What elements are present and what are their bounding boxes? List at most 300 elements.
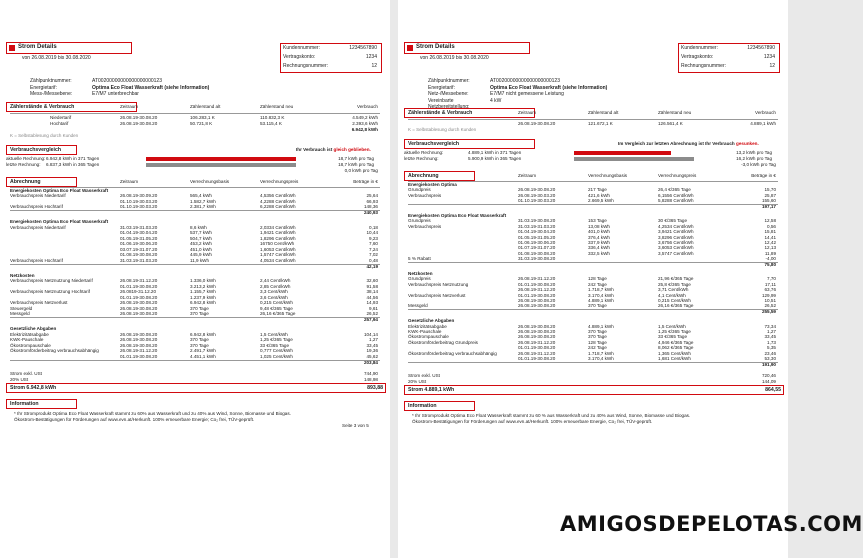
- billing-group-title: Energiekosten Optima Eco Float Wasserkraft: [10, 187, 109, 193]
- compare-headline-text: [618, 141, 759, 146]
- billing-cell: 10,51: [764, 298, 776, 303]
- billing-cell: 31.03.19-30.08.20: [518, 218, 556, 224]
- billing-group-title: Netzkosten: [408, 271, 433, 276]
- billing-cell: 01.10.19-30.03.20: [518, 198, 556, 204]
- billing-cell: 5,8288 Cent/kWh: [658, 198, 694, 204]
- billing-cell: 0,18: [369, 224, 378, 230]
- billing-cell: 26.08.19-31.12.20: [120, 278, 158, 283]
- billing-cell: 4,0534 Cent/kWh: [260, 257, 296, 263]
- section-billing: Abrechnung: [404, 171, 475, 181]
- summary-label: Strom exkl. USt: [10, 370, 42, 376]
- billing-cell: 01.05.19-31.05.20: [120, 235, 158, 241]
- billing-cell: 370 Tage: [190, 311, 209, 316]
- billing-cell: Verbrauchspreis Netznutzung Hochtarif: [10, 289, 90, 294]
- section-header-strom-details: [404, 42, 530, 54]
- info-row: [428, 97, 728, 110]
- billing-cell: 01.01.19-30.08.20: [518, 281, 556, 287]
- info-label: Zählpunktnummer:: [428, 78, 470, 84]
- customer-value: 1234: [763, 54, 775, 60]
- compare-headline-text: [296, 147, 371, 152]
- billing-cell: 26.08.19-30.03.20: [518, 192, 556, 198]
- billing-cell: 31.03.19-31.03.20: [120, 224, 158, 230]
- billing-cell: 1,27: [767, 329, 776, 334]
- billing-cell: 01.01.19-30.08.20: [518, 292, 556, 298]
- customer-label: Vertragskonto:: [283, 54, 316, 60]
- billing-cell: 337,9 kWh: [588, 240, 610, 245]
- billing-cell: 25,8 €/365 Tage: [658, 281, 691, 287]
- summary-total-label: Strom 6.942,8 kWh: [10, 384, 57, 391]
- billing-cell: 30 €/365 Tage: [658, 218, 688, 224]
- summary-label: Strom exkl. USt: [408, 372, 440, 378]
- section-consumption-comparison: Verbrauchsvergleich: [6, 145, 77, 155]
- customer-value: 1234567890: [349, 45, 377, 51]
- billing-cell: 01.06.19-30.06.20: [120, 241, 158, 246]
- billing-cell: 6,2288 Cent/kWh: [260, 204, 296, 209]
- meter-header-cell: Zählerstand alt: [190, 103, 221, 109]
- bar-current: [146, 157, 296, 161]
- billing-cell: Verbrauchspreis: [408, 223, 442, 229]
- compare-value: 5.900,9 kWh in 365 Tagen: [468, 156, 522, 161]
- info-value: Optima Eco Float Wasserkraft (siehe Information): [490, 84, 608, 91]
- billing-cell: 4.889,1 kWh: [588, 323, 614, 329]
- billing-cell: 26.08.19-30.08.20: [120, 300, 158, 305]
- meter-note: K = Selbstablesung durch Kunden: [10, 132, 79, 138]
- page-title: Strom Details: [416, 44, 455, 50]
- billing-cell: 26.08.19-30.08.20: [120, 331, 158, 337]
- billing-cell: 4,2534 Cent/kWh: [658, 223, 694, 229]
- bar-last: [574, 157, 694, 161]
- billing-group-title: Gesetzliche Abgaben: [10, 326, 57, 331]
- billing-cell: 6.942,8 kWh: [190, 300, 216, 305]
- billing-cell: 153 Tage: [588, 218, 607, 224]
- billing-cell: 128 Tage: [588, 276, 607, 282]
- billing-cell: 370 Tage: [190, 337, 209, 342]
- billing-cell: 5 % Rabatt: [408, 256, 431, 262]
- billing-cell: 23,46: [764, 350, 776, 356]
- billing-cell: 148,36: [363, 204, 378, 209]
- compare-diff-row: [10, 168, 380, 174]
- billing-cell: 370 Tage: [190, 342, 209, 348]
- billing-cell: 15,70: [764, 187, 776, 193]
- billing-cell: Messgeld: [10, 311, 30, 316]
- customer-box: [280, 43, 382, 73]
- summary-total-row: [6, 383, 386, 393]
- meter-note: K = Selbstablesung durch Kunden: [408, 127, 477, 132]
- info-label: Zählpunktnummer:: [30, 78, 72, 84]
- billing-cell: 53,30: [764, 356, 776, 361]
- billing-cell: 01.01.19-30.08.20: [120, 294, 158, 300]
- billing-cell: 26.08.19-30.08.20: [518, 303, 556, 309]
- billing-group-total-value: 240,93: [363, 210, 378, 215]
- billing-cell: 453,2 kWh: [190, 241, 212, 246]
- billing-cell: Verbrauchspreis Niedertarif: [10, 193, 66, 198]
- billing-cell: 01.08.19-30.08.20: [120, 252, 158, 257]
- billing-cell: 01.04.19-30.04.20: [518, 229, 556, 235]
- billing-cell: 12,42: [764, 240, 776, 245]
- info-row: [428, 78, 728, 84]
- summary-value: 744,90: [363, 370, 378, 376]
- meter-cell: 53.115,4 K: [260, 120, 282, 126]
- billing-cell: 31.03.19-31.03.20: [518, 223, 556, 229]
- billing-cell: 01.07.19-31.07.20: [518, 245, 556, 251]
- billing-cell: 3,9421 Cent/kWh: [658, 229, 694, 235]
- billing-group-total: [408, 204, 778, 210]
- billing-cell: 3,8296 Cent/kWh: [658, 234, 694, 240]
- billing-cell: 3,6 Cent/kWh: [260, 294, 288, 300]
- customer-row: [681, 45, 777, 53]
- billing-group-total: [408, 262, 778, 268]
- billing-cell: 1.718,7 kWh: [588, 350, 614, 356]
- billing-header-cell: Zeitraum: [120, 178, 139, 184]
- meter-cell: 110.832,3 K: [260, 114, 285, 120]
- billing-cell: Verbrauchspreis Netznutzung Niedertarif: [10, 278, 93, 283]
- billing-cell: 4,946 €/365 Tage: [658, 339, 694, 345]
- billing-cell: Verbrauchspreis Hochtarif: [10, 257, 63, 263]
- billing-group-total: [10, 264, 380, 270]
- divider: [408, 119, 778, 120]
- billing-cell: 2.381,7 kWh: [190, 204, 216, 209]
- customer-value: 12: [769, 63, 775, 69]
- billing-cell: 3,6756 Cent/kWh: [658, 240, 694, 245]
- billing-cell: 4,5356 Cent/kWh: [260, 193, 296, 198]
- compare-headline-status: gesunken.: [736, 141, 759, 146]
- meter-header-cell: Zeitraum: [518, 110, 537, 115]
- billing-cell: 26.08.19-30.08.20: [120, 311, 158, 316]
- billing-cell: 01.01.19-30.08.20: [518, 356, 556, 361]
- billing-cell: 445,9 kWh: [190, 252, 212, 257]
- billing-cell: 26.08.19-30.08.20: [518, 329, 556, 334]
- billing-cell: 33 €/365 Tage: [260, 342, 290, 348]
- billing-group-total: [10, 317, 380, 323]
- billing-cell: KWK-Pauschale: [408, 329, 442, 334]
- compare-headline: [408, 141, 778, 147]
- billing-group-total-value: 191,90: [761, 361, 776, 367]
- billing-cell: 26,52: [764, 303, 776, 309]
- billing-cell: 14,93: [366, 300, 378, 305]
- billing-cell: 370 Tage: [190, 305, 209, 311]
- billing-cell: 2.669,5 kWh: [588, 198, 614, 204]
- compare-label: letzte Rechnung:: [404, 156, 439, 161]
- billing-cell: 1,27: [369, 337, 378, 342]
- summary-value: 720,46: [761, 372, 776, 378]
- billing-cell: 91,58: [366, 283, 378, 289]
- billing-cell: 26.08.19-31.12.20: [518, 339, 556, 345]
- billing-cell: Verbrauchspreis: [408, 192, 442, 198]
- billing-cell: 7,70: [767, 276, 776, 282]
- billing-header-row: [408, 173, 778, 179]
- compare-headline-main: Ihr Verbrauch ist: [296, 146, 333, 152]
- billing-cell: 8,062 €/365 Tage: [658, 345, 694, 351]
- billing-header-cell: Beträge in €: [353, 178, 378, 184]
- billing-group-total: [10, 210, 380, 216]
- meter-header-row: [10, 104, 380, 110]
- watermark: AMIGOSDEPELOTAS.COM: [560, 512, 863, 536]
- meter-cell: 26.08.19-30.08.20: [518, 121, 556, 126]
- billing-cell: 2.491,7 kWh: [190, 348, 216, 353]
- billing-cell: 155,60: [761, 198, 776, 204]
- billing-cell: 1.155,7 kWh: [190, 289, 216, 294]
- billing-cell: 6,1556 Cent/kWh: [658, 192, 694, 198]
- billing-cell: 33 €/365 Tage: [658, 334, 688, 340]
- billing-group-total-value: 255,59: [761, 309, 776, 315]
- billing-cell: 217 Tage: [588, 187, 607, 193]
- compare-value: 6.837,3 kWh in 365 Tagen: [46, 161, 100, 167]
- info-label: Vereinbarte Netzbereitstellung:: [428, 97, 470, 110]
- billing-cell: 0,48: [369, 257, 378, 263]
- billing-cell: 73,34: [764, 323, 776, 329]
- customer-box: [678, 43, 780, 73]
- summary-value: 148,98: [363, 376, 378, 382]
- summary-total-value: 864,55: [765, 386, 781, 393]
- billing-cell: 0,215 Cent/kWh: [260, 300, 293, 305]
- billing-cell: 26.08.19-31.12.20: [518, 276, 556, 282]
- billing-cell: 1,25 €/365 Tage: [658, 329, 691, 334]
- billing-cell: 2,0334 Cent/kWh: [260, 224, 296, 230]
- info-value: E7/M7 nicht gemessene Leistung: [490, 91, 564, 97]
- compare-per-day: 16,2 kWh pro Tag: [736, 156, 772, 161]
- info-label: Netz-/Messebene:: [428, 91, 469, 97]
- info-row: [30, 91, 330, 97]
- billing-cell: 129,99: [761, 292, 776, 298]
- compare-diff: 0,0 kWh pro Tag: [344, 167, 378, 173]
- meter-cell: Niedertarif: [50, 114, 72, 120]
- billing-cell: 370 Tage: [588, 329, 607, 334]
- billing-cell: 03.07.19-31.07.20: [120, 246, 158, 252]
- customer-row: [283, 63, 379, 71]
- billing-group-total-value: 257,94: [363, 317, 378, 322]
- billing-group-title: Energiekosten Optima Eco Float Wasserkraft: [10, 219, 109, 224]
- billing-cell: 63,76: [764, 287, 776, 293]
- meter-header-cell: Zählerstand neu: [260, 103, 294, 109]
- billing-cell: Verbrauchspreis Niedertarif: [10, 224, 66, 230]
- billing-cell: KWK-Pauschale: [10, 337, 44, 342]
- billing-cell: 25,64: [366, 193, 378, 198]
- billing-cell: 3,5747 Cent/kWh: [658, 250, 694, 256]
- page-right: [398, 0, 788, 558]
- customer-label: Vertragskonto:: [681, 54, 714, 60]
- info-value: AT00200000000000000000123: [490, 78, 560, 84]
- billing-cell: Elektrizitätsabgabe: [408, 323, 447, 329]
- billing-cell: 13,08 kWh: [588, 223, 610, 229]
- compare-headline: [10, 147, 380, 153]
- billing-cell: 38,14: [366, 289, 378, 294]
- info-row: [30, 78, 330, 84]
- billing-cell: 01.10.19-30.03.20: [120, 204, 158, 209]
- information-text: * Ihr Stromprodukt Optima Eco Float Wasserkraft stammt zu 60% aus Wasserkraft und zu 40% aus Wind, Sonne, Biomasse und Biogas. Ökostrom-Bestätigungen für Förderungen auf www.evn.at/Herkunft. 100% erneuerbare Energie; Co₂ frei, TÜV-geprüft.: [14, 410, 291, 422]
- billing-cell: 01.05.19-31.05.20: [518, 234, 556, 240]
- billing-cell: 14,41: [764, 234, 776, 240]
- billing-cell: 26,52: [366, 311, 378, 316]
- billing-cell: 9,23: [369, 235, 378, 241]
- billing-cell: 4,1 Cent/kWh: [658, 292, 686, 298]
- customer-label: Kundennummer:: [681, 45, 718, 51]
- billing-group-total-value: 42,19: [366, 263, 378, 269]
- meter-cell: 26.08.19-30.08.20: [120, 114, 158, 120]
- billing-cell: 26.0819-31.12.20: [120, 289, 157, 294]
- section-information: Information: [404, 401, 475, 411]
- billing-cell: Grundpreis: [408, 276, 431, 282]
- billing-cell: 242 Tage: [588, 281, 607, 287]
- summary-total-label: Strom 4.889,1 kWh: [408, 386, 455, 393]
- billing-cell: 3.170,4 kWh: [588, 292, 614, 298]
- billing-cell: Steuergeld: [10, 305, 33, 311]
- billing-group-total: [10, 360, 380, 366]
- billing-cell: 3.213,2 kWh: [190, 283, 216, 289]
- compare-per-day: 18,7 kWh pro Tag: [338, 161, 374, 167]
- billing-cell: 26.08.19-31.12.20: [518, 350, 556, 356]
- billing-cell: 9,48 €/365 Tage: [260, 305, 293, 311]
- billing-cell: 1.718,7 kWh: [588, 287, 614, 293]
- billing-cell: 1,365 Cent/kWh: [658, 350, 691, 356]
- customer-value: 1234567890: [747, 45, 775, 51]
- summary-total-value: 893,88: [367, 384, 383, 391]
- summary-total-row: [404, 385, 784, 395]
- billing-cell: 26.08.19-30.08.20: [120, 337, 158, 342]
- billing-cell: 6.942,8 kWh: [190, 331, 216, 337]
- billing-cell: 26.08.19-30.08.20: [518, 298, 556, 303]
- billing-cell: 2,85 Cent/kWh: [260, 283, 291, 289]
- billing-header-cell: Verrechnungspreis: [658, 173, 697, 178]
- meter-header-cell: Verbrauch: [755, 110, 776, 115]
- billing-cell: Elektrizitätsabgabe: [10, 331, 49, 337]
- billing-cell: Grundpreis: [408, 187, 431, 193]
- billing-cell: Ökostromförderbeitrag verbrauchsabhängig: [10, 348, 99, 353]
- meter-cell: 50.721,8 K: [190, 120, 213, 126]
- billing-header-cell: Verrechnungsbasis: [190, 178, 230, 184]
- billing-cell: 26,4 €/365 Tage: [658, 187, 691, 193]
- billing-group-title: Netzkosten: [10, 272, 35, 278]
- billing-cell: 1.336,0 kWh: [190, 278, 216, 283]
- billing-cell: 1,5 Cent/kWh: [658, 323, 686, 329]
- billing-header-cell: Beträge in €: [751, 173, 776, 178]
- bar-current: [574, 151, 671, 155]
- billing-cell: 3,3 Cent/kWh: [260, 289, 288, 294]
- billing-cell: 128 Tage: [588, 339, 607, 345]
- meter-cell: 121.672,1 K: [588, 121, 613, 126]
- billing-cell: 7,02: [369, 252, 378, 257]
- billing-cell: 31.03.19-31.03.20: [120, 257, 158, 263]
- billing-cell: 1,9421 Cent/kWh: [260, 230, 296, 235]
- customer-row: [681, 63, 777, 71]
- billing-cell: 01.06.19-30.06.20: [518, 240, 556, 245]
- billing-cell: 10,44: [366, 230, 378, 235]
- billing-cell: 01.01.19-30.08.20: [120, 283, 158, 289]
- info-value: Optima Eco Float Wasserkraft (siehe Information): [92, 84, 210, 91]
- billing-cell: 26.08.19-30.09.20: [120, 193, 158, 198]
- customer-value: 1234: [365, 54, 377, 60]
- summary-label: 20% USt: [408, 378, 427, 384]
- info-row: [428, 85, 728, 91]
- meter-cell: Hochtarif: [50, 120, 69, 126]
- billing-cell: 3,6053 Cent/kWh: [658, 245, 694, 251]
- billing-cell: 15,81: [764, 229, 776, 235]
- information-text: * Ihr Stromprodukt Optima Eco Float Wasserkraft stammt zu 60 % aus Wasserkraft und zu 40% aus Wind, Sonne, Biomasse und Biogas. Ökostrom-Bestätigungen für Förderungen auf www.evn.at/Herkunft. 100% erneuerbare Energie, Co₂ frei, TÜV-geprüft.: [412, 412, 691, 424]
- billing-cell: 565,4 kWh: [190, 193, 212, 198]
- compare-per-day: 18,7 kWh pro Tag: [338, 155, 374, 161]
- info-row: [428, 91, 728, 97]
- info-value: AT00200000000000000000123: [92, 78, 162, 84]
- billing-cell: 0,215 Cent/kWh: [658, 298, 691, 303]
- billing-cell: 26.08.19-30.08.20: [518, 187, 556, 193]
- compare-label: aktuelle Rechnung:: [404, 150, 444, 155]
- billing-cell: 1,8296 Cent/kWh: [260, 235, 296, 241]
- billing-cell: 01.01.19-30.08.20: [120, 353, 158, 359]
- billing-cell: 45,62: [366, 353, 378, 359]
- section-billing: Abrechnung: [6, 177, 77, 187]
- billing-cell: 11,89: [764, 250, 776, 256]
- billing-cell: 8,6 kWh: [190, 224, 207, 230]
- billing-cell: 12,13: [764, 245, 776, 251]
- billing-cell: 376,4 kWh: [588, 234, 610, 240]
- customer-row: [283, 45, 379, 53]
- billing-cell: 11,9 kWh: [190, 257, 210, 263]
- billing-cell: 26.08.19-30.08.20: [518, 323, 556, 329]
- billing-cell: 1,681 Cent/kWh: [658, 356, 691, 361]
- billing-cell: 26.08.19-30.08.20: [120, 305, 158, 311]
- billing-cell: 17,11: [764, 281, 776, 287]
- billing-cell: 336,4 kWh: [588, 245, 610, 251]
- billing-cell: 4.889,1 kWh: [588, 298, 614, 303]
- billing-group-total-value: 197,17: [761, 204, 776, 210]
- section-header-strom-details: [6, 42, 132, 54]
- billing-cell: 242 Tage: [588, 345, 607, 351]
- meter-cell: 4.889,1 kWh: [750, 121, 776, 126]
- billing-cell: 3.170,4 kWh: [588, 356, 614, 361]
- billing-cell: 401,0 kWh: [588, 229, 610, 235]
- info-value: E7/M7 unterbrechbar: [92, 91, 139, 97]
- billing-cell: 1,6053 Cent/kWh: [260, 246, 296, 252]
- billing-cell: 4.451,1 kWh: [190, 353, 216, 359]
- evn-logo-icon: [407, 45, 413, 51]
- billing-group-title: Energiekosten Optima Eco Float Wasserkraft: [408, 213, 507, 218]
- billing-cell: Messgeld: [408, 303, 428, 309]
- billing-cell: Ökostromförderbeitrag Grundpreis: [408, 339, 478, 345]
- billing-cell: Grundpreis: [408, 218, 431, 224]
- meter-header-cell: Zählerstand neu: [658, 110, 692, 115]
- divider: [10, 113, 380, 114]
- billing-cell: 31.03.19-30.08.20: [518, 256, 556, 262]
- meter-cell: 2.393,6 kWh: [352, 120, 378, 126]
- page-number: Seite 3 von 5: [342, 422, 369, 428]
- compare-diff-row: [408, 162, 778, 168]
- billing-cell: Ökostromförderbeitrag verbrauchsabhängig: [408, 350, 497, 356]
- summary-value: 144,09: [761, 378, 776, 384]
- billing-cell: 332,5 kWh: [588, 250, 610, 256]
- compare-diff: -3,0 kWh pro Tag: [741, 162, 776, 167]
- billing-cell: 66,93: [366, 198, 378, 204]
- meter-cell: 106.283,1 K: [190, 114, 215, 120]
- compare-label: aktuelle Rechnung:: [6, 155, 46, 161]
- billing-cell: 01.01.19-30.08.20: [518, 345, 556, 351]
- billing-cell: 1,5 Cent/kWh: [260, 331, 288, 337]
- billing-cell: 1,025 Cent/kWh: [260, 353, 293, 359]
- customer-label: Kundennummer:: [283, 45, 320, 51]
- billing-cell: 26,16 €/365 Tage: [658, 303, 694, 309]
- billing-period: von 26.08.2019 bis 30.08.2020: [420, 55, 489, 61]
- billing-header-cell: Verrechnungspreis: [260, 178, 299, 184]
- compare-value: 6.942,8 kWh in 371 Tagen: [46, 155, 100, 161]
- customer-label: Rechnungsnummer:: [681, 63, 727, 69]
- billing-cell: 370 Tage: [588, 303, 607, 309]
- billing-cell: 370 Tage: [588, 334, 607, 340]
- billing-cell: 421,6 kWh: [588, 192, 610, 198]
- billing-group-total: [408, 362, 778, 368]
- billing-cell: Verbrauchspreis Netznutzung: [408, 281, 469, 287]
- billing-header-cell: Verrechnungsbasis: [588, 173, 628, 178]
- billing-cell: 1,5747 Cent/kWh: [260, 252, 296, 257]
- billing-group-title: Energiekosten Optima: [408, 182, 457, 187]
- billing-header-cell: Zeitraum: [518, 173, 537, 178]
